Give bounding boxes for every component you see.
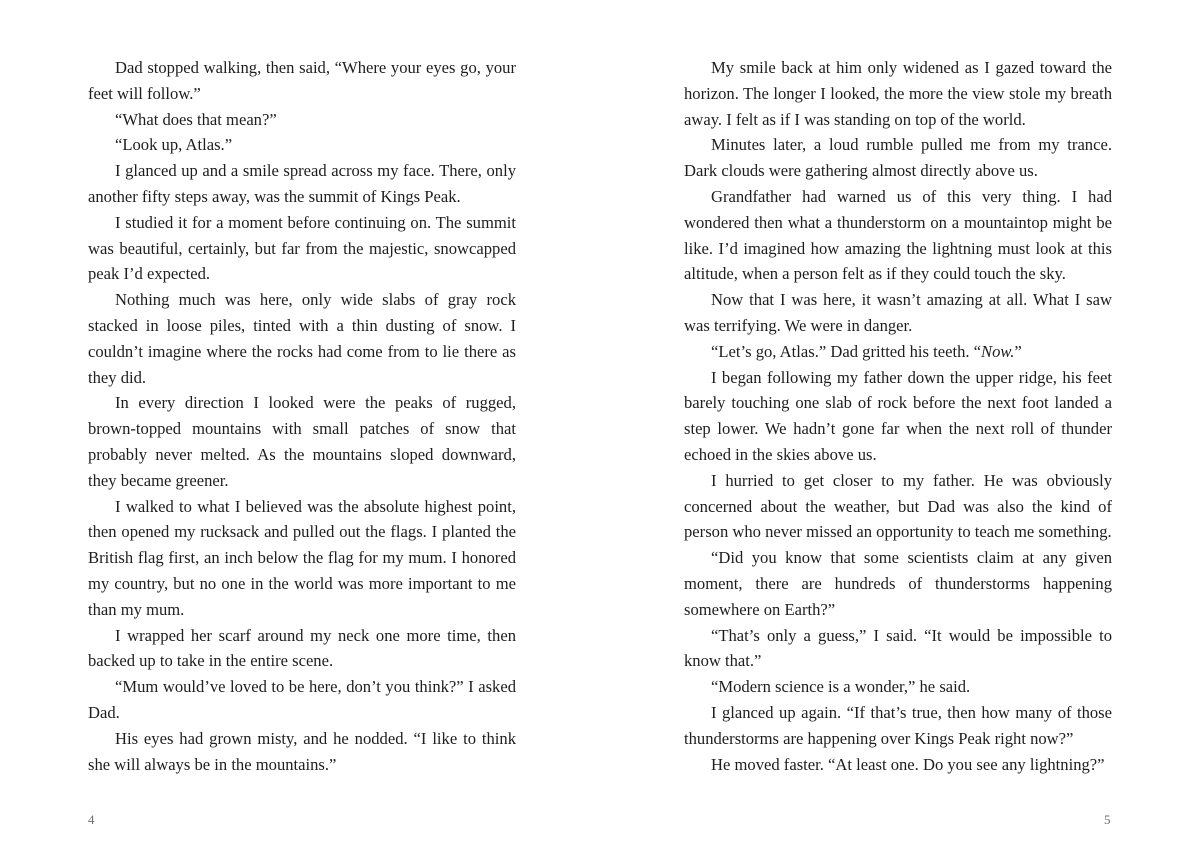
- page-number-right: 5: [1104, 812, 1111, 827]
- paragraph: I walked to what I believed was the absolute highest point, then opened my rucksack and pulled out the flags. I planted the British flag first, an inch below the flag for my mum. I honored my country, but no one in the world was more important to me than my mum.: [88, 496, 516, 619]
- paragraph: I wrapped her scarf around my neck one more time, then backed up to take in the entire scene.: [88, 625, 516, 671]
- left-page: [88, 55, 516, 777]
- paragraph: Dad stopped walking, then said, “Where your eyes go, your feet will follow.”: [88, 58, 516, 103]
- paragraph: “Did you know that some scientists claim at any given moment, there are hundreds of thunderstorms happening somewhere on Earth?”: [684, 548, 1112, 619]
- paragraph: “What does that mean?”: [115, 109, 277, 129]
- paragraph: I hurried to get closer to my father. He was obviously concerned about the weather, but Dad was also the kind of person who never missed an opportunity to teach me something.: [684, 470, 1112, 542]
- paragraph: Minutes later, a loud rumble pulled me from my trance. Dark clouds were gathering almost directly above us.: [684, 135, 1112, 181]
- page-number-left: 4: [88, 812, 95, 827]
- paragraph-with-italic: [684, 339, 1112, 365]
- right-page: [684, 55, 1112, 777]
- text-before-italic: “Let’s go, Atlas.” Dad gritted his teeth. “: [711, 341, 982, 361]
- paragraph: Now that I was here, it wasn’t amazing at all. What I saw was terrifying. We were in danger.: [684, 290, 1112, 335]
- paragraph: In every direction I looked were the peaks of rugged, brown-topped mountains with small patches of snow that probably never melted. As the mountains sloped downward, they became greener.: [88, 393, 516, 490]
- paragraph: He moved faster. “At least one. Do you see any lightning?”: [711, 754, 1105, 774]
- paragraph: I began following my father down the upper ridge, his feet barely touching one slab of rock before the next foot landed a step lower. We hadn’t gone far when the next roll of thunder echoed in the skies above us.: [684, 367, 1112, 464]
- paragraph: Grandfather had warned us of this very thing. I had wondered then what a thunderstorm on a mountaintop might be like. I’d imagined how amazing the lightning must look at this altitude, when a person felt as if they could touch the sky.: [684, 186, 1112, 284]
- paragraph: My smile back at him only widened as I gazed toward the horizon. The longer I looked, the more the view stole my breath away. I felt as if I was standing on top of the world.: [684, 58, 1112, 129]
- text-after-italic: ”: [1014, 341, 1022, 361]
- italic-word: Now.: [981, 341, 1015, 361]
- paragraph: “That’s only a guess,” I said. “It would be impossible to know that.”: [684, 625, 1112, 671]
- paragraph: I glanced up and a smile spread across my face. There, only another fifty steps away, was the summit of Kings Peak.: [88, 161, 516, 206]
- paragraph: I glanced up again. “If that’s true, then how many of those thunderstorms are happening over Kings Peak right now?”: [684, 702, 1112, 748]
- paragraph: His eyes had grown misty, and he nodded. “I like to think she will always be in the mountains.”: [88, 728, 516, 774]
- paragraph: “Look up, Atlas.”: [115, 135, 233, 155]
- paragraph: “Modern science is a wonder,” he said.: [711, 677, 971, 697]
- paragraph: Nothing much was here, only wide slabs of gray rock stacked in loose piles, tinted with a thin dusting of snow. I couldn’t imagine where the rocks had come from to lie there as they did.: [88, 290, 516, 387]
- paragraph: “Mum would’ve loved to be here, don’t you think?” I asked Dad.: [88, 677, 516, 722]
- paragraph: I studied it for a moment before continuing on. The summit was beautiful, certainly, but far from the majestic, snowcapped peak I’d expected.: [88, 212, 516, 284]
